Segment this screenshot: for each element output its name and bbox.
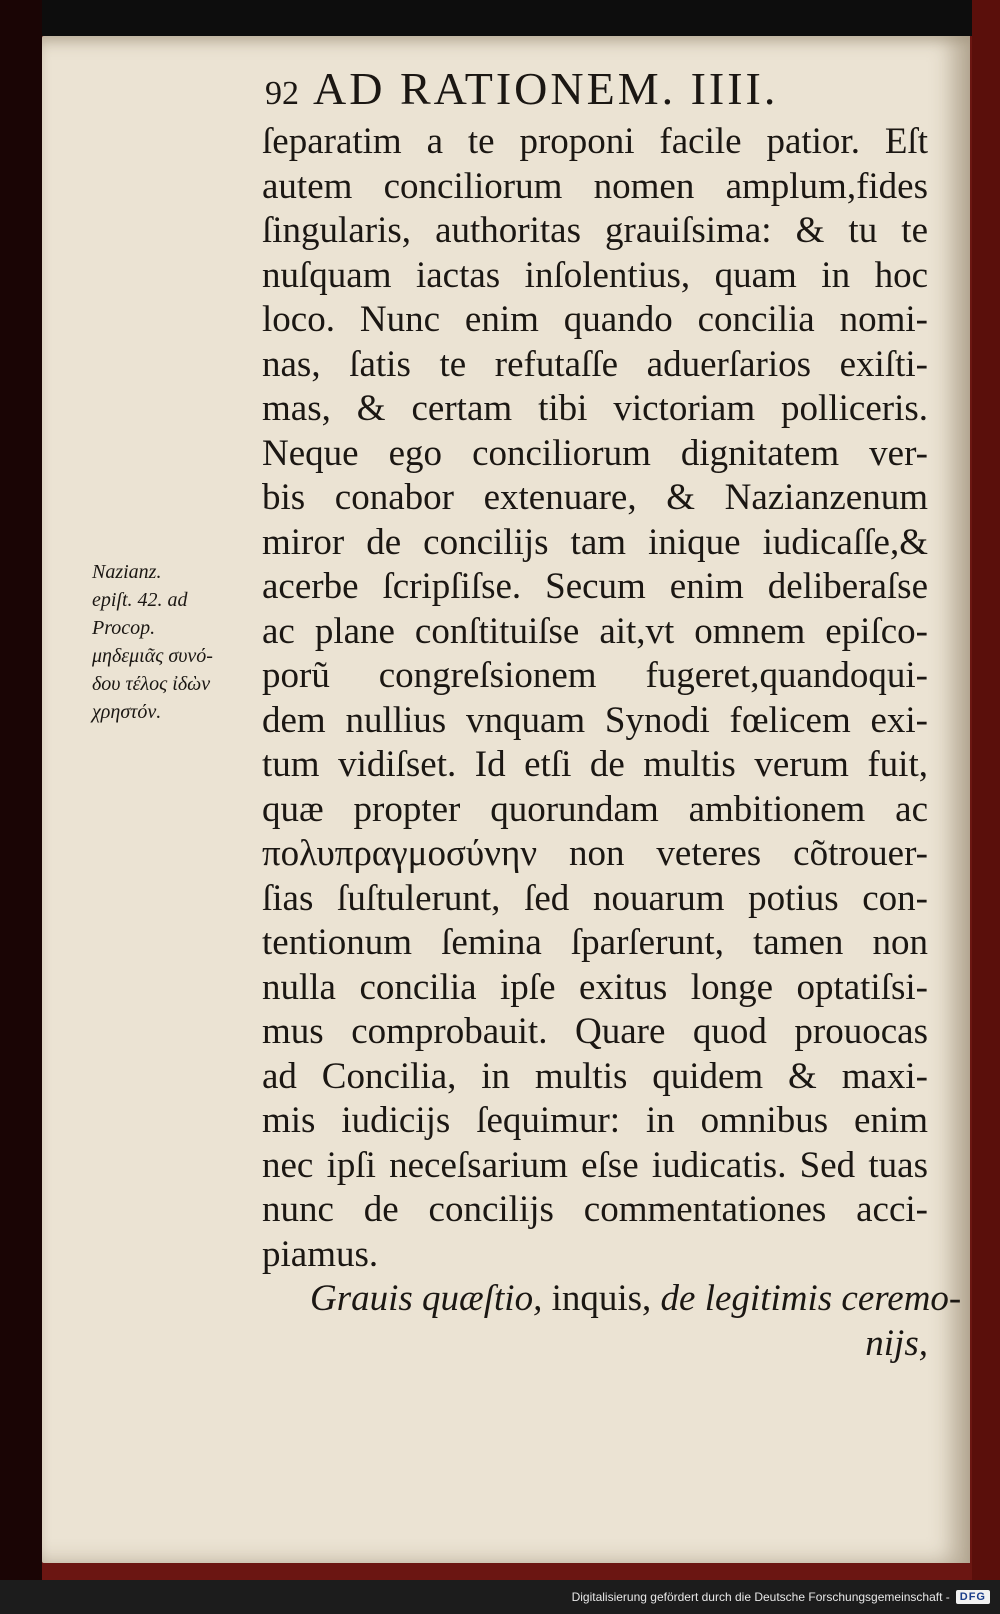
margin-note xyxy=(92,558,252,726)
text-line: dem nullius vnquam Synodi fœlicem exi- xyxy=(262,699,928,741)
text-line: ſingularis, authoritas grauiſsima: & tu te xyxy=(262,210,928,251)
margin-note-line: Procop. xyxy=(92,617,156,639)
credit-text: Digitalisierung gefördert durch die Deutsche Forschungsgemeinschaft - xyxy=(571,1590,950,1604)
catchword: nijs, xyxy=(865,1322,928,1364)
text-line: nunc de concilijs commentationes acci- xyxy=(262,1189,928,1230)
text-line: autem conciliorum nomen amplum,fides xyxy=(262,165,928,207)
text-line: mus comprobauit. Quare quod prouocas xyxy=(262,1011,928,1052)
text-line: nas, ſatis te refutaſſe aduerſarios exiſti- xyxy=(262,343,928,385)
text-line: nuſquam iactas inſolentius, quam in hoc xyxy=(262,254,928,296)
text-line: acerbe ſcripſiſse. Secum enim deliberaſse xyxy=(262,566,928,607)
text-line: nec ipſi neceſsarium eſse iudicatis. Sed tuas xyxy=(262,1144,928,1186)
dfg-logo-icon: DFG xyxy=(956,1590,990,1604)
scan-top-edge xyxy=(0,0,1000,36)
text-line: porũ congreſsionem fugeret,quandoqui- xyxy=(262,655,928,696)
text-line: tum vidiſset. Id etſi de multis verum fuit, xyxy=(262,744,928,785)
text-line: mas, & certam tibi victoriam polliceris. xyxy=(262,388,928,429)
text-line: ſias ſuſtulerunt, ſed nouarum potius con- xyxy=(262,877,928,919)
main-text-block xyxy=(262,120,962,1366)
text-line: mis iudicijs ſequimur: in omnibus enim xyxy=(262,1100,928,1141)
text-line: ad Concilia, in multis quidem & maxi- xyxy=(262,1055,928,1097)
margin-note-line: Nazianz. xyxy=(92,561,162,583)
text-line: tentionum ſemina ſparſerunt, tamen non xyxy=(262,922,928,963)
text-line: ſeparatim a te proponi facile patior. Eſt xyxy=(262,121,928,162)
text-line: Neque ego conciliorum dignitatem ver- xyxy=(262,432,928,474)
running-title: AD RATIONEM. IIII. xyxy=(313,63,779,114)
margin-note-line: δου τέλος ἰδὼν xyxy=(92,673,211,695)
text-line: nulla concilia ipſe exitus longe optatiſsi- xyxy=(262,966,928,1008)
book-spine-edge xyxy=(972,0,1000,1614)
text-line: miror de concilijs tam inique iudicaſſe,& xyxy=(262,521,928,563)
page-number: 92 xyxy=(265,75,299,112)
text-line: piamus. xyxy=(262,1233,379,1275)
quote-line xyxy=(262,1277,962,1322)
margin-note-line: χρηστόν. xyxy=(92,701,162,723)
quote-roman: inquis, xyxy=(542,1278,661,1319)
text-line: πολυπραγμοσύνην non veteres cõtrouer- xyxy=(262,833,928,874)
quote-italic: de legitimis ceremo- xyxy=(660,1278,962,1319)
text-line: quæ propter quorundam ambitionem ac xyxy=(262,788,928,830)
text-line: bis conabor extenuare, & Nazianzenum xyxy=(262,477,928,518)
margin-note-line: μηδεμιᾶς συνό- xyxy=(92,645,213,667)
quote-italic: Grauis quæſtio, xyxy=(310,1278,543,1319)
margin-note-line: epiſt. 42. ad xyxy=(92,589,188,611)
text-line: ac plane conſtituiſse ait,vt omnem epiſco- xyxy=(262,610,928,652)
digitization-credit xyxy=(572,1586,990,1608)
scan-left-edge xyxy=(0,0,42,1614)
text-line: loco. Nunc enim quando concilia nomi- xyxy=(262,299,928,340)
running-header xyxy=(265,62,865,122)
